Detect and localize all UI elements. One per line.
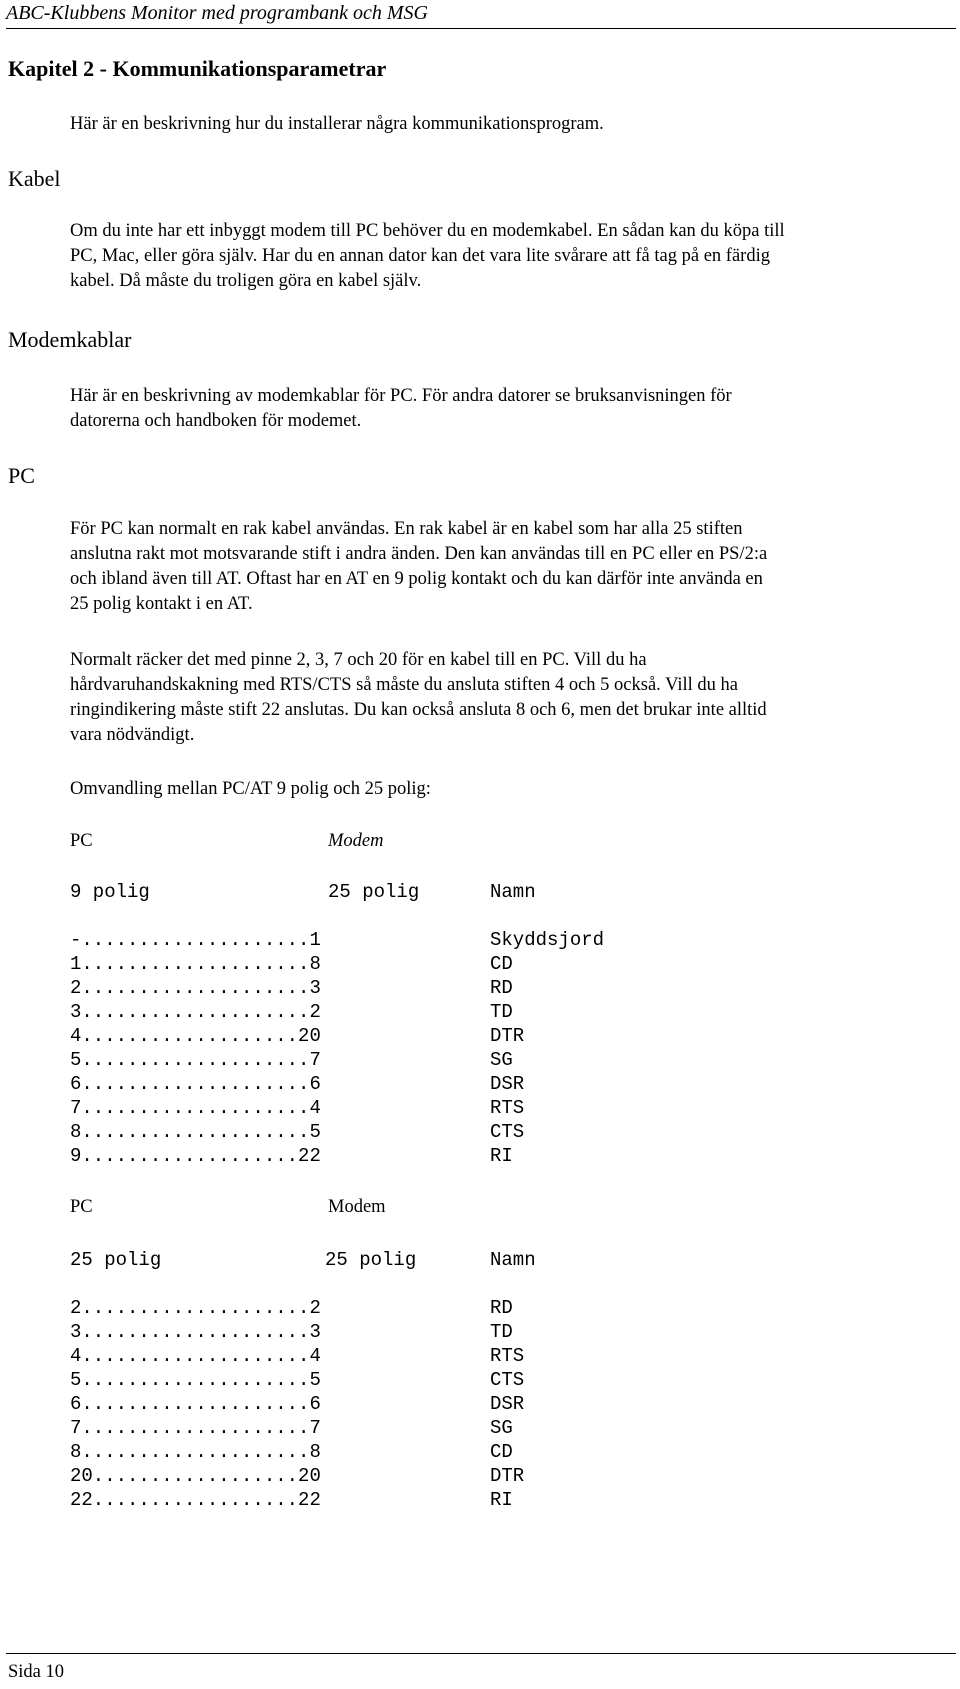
footer-divider bbox=[6, 1653, 956, 1654]
signal-name: DSR bbox=[490, 1073, 525, 1095]
table1-col2: 25 polig bbox=[328, 881, 420, 903]
page-header bbox=[6, 0, 956, 29]
table-row bbox=[70, 1000, 604, 1024]
pin-mapping: 8....................8 bbox=[70, 1441, 321, 1463]
text-line: och ibland även till AT. Oftast har en AT en 9 polig kontakt och du kan därför inte använda en bbox=[70, 569, 763, 589]
table2-col1: 25 polig bbox=[70, 1249, 162, 1271]
text-line: För PC kan normalt en rak kabel användas. En rak kabel är en kabel som har alla 25 stiften bbox=[70, 519, 743, 539]
pin-mapping: 3....................3 bbox=[70, 1321, 321, 1343]
signal-name: RTS bbox=[490, 1097, 525, 1119]
signal-name: SG bbox=[490, 1417, 513, 1439]
signal-name: DSR bbox=[490, 1393, 525, 1415]
signal-name: DTR bbox=[490, 1465, 525, 1487]
chapter-intro: Här är en beskrivning hur du installerar några kommunikationsprogram. bbox=[70, 114, 604, 134]
pin-mapping: 6....................6 bbox=[70, 1073, 321, 1095]
kabel-paragraph bbox=[70, 219, 950, 294]
table-row bbox=[70, 1488, 524, 1512]
pin-mapping: -....................1 bbox=[70, 929, 321, 951]
table-row bbox=[70, 928, 604, 952]
heading-kabel: Kabel bbox=[8, 166, 61, 191]
pin-mapping: 5....................7 bbox=[70, 1049, 321, 1071]
signal-name: RI bbox=[490, 1145, 513, 1167]
pin-mapping: 6....................6 bbox=[70, 1393, 321, 1415]
page-number: Sida 10 bbox=[8, 1662, 65, 1682]
signal-name: TD bbox=[490, 1001, 513, 1023]
pin-mapping: 7....................4 bbox=[70, 1097, 321, 1119]
table2-head-pc: PC bbox=[70, 1197, 93, 1217]
table-row bbox=[70, 1320, 524, 1344]
table-row bbox=[70, 1072, 604, 1096]
signal-name: CD bbox=[490, 1441, 513, 1463]
table-row bbox=[70, 1392, 524, 1416]
table1 bbox=[70, 928, 604, 1168]
pin-mapping: 4....................4 bbox=[70, 1345, 321, 1367]
text-line: kabel. Då måste du troligen göra en kabel själv. bbox=[70, 271, 422, 291]
pin-mapping: 4...................20 bbox=[70, 1025, 321, 1047]
table2-col3: Namn bbox=[490, 1249, 536, 1271]
signal-name: TD bbox=[490, 1321, 513, 1343]
table-row bbox=[70, 976, 604, 1000]
table-row bbox=[70, 1120, 604, 1144]
pin-mapping: 5....................5 bbox=[70, 1369, 321, 1391]
text-line: datorerna och handboken för modemet. bbox=[70, 411, 362, 431]
table1-head-pc: PC bbox=[70, 831, 93, 851]
table1-col1: 9 polig bbox=[70, 881, 150, 903]
signal-name: Skyddsjord bbox=[490, 929, 605, 951]
heading-modemkablar: Modemkablar bbox=[8, 327, 132, 352]
table-row bbox=[70, 1464, 524, 1488]
signal-name: DTR bbox=[490, 1025, 525, 1047]
signal-name: RD bbox=[490, 977, 513, 999]
pin-mapping: 1....................8 bbox=[70, 953, 321, 975]
text-line: PC, Mac, eller göra själv. Har du en annan dator kan det vara lite svårare att få tag på en färdig bbox=[70, 246, 770, 266]
signal-name: CD bbox=[490, 953, 513, 975]
text-line: Om du inte har ett inbyggt modem till PC behöver du en modemkabel. En sådan kan du köpa till bbox=[70, 221, 785, 241]
modemkablar-paragraph bbox=[70, 384, 950, 434]
table-row bbox=[70, 952, 604, 976]
table-row bbox=[70, 1144, 604, 1168]
text-line: anslutna rakt mot motsvarande stift i andra änden. Den kan användas till en PC eller en PS/2:a bbox=[70, 544, 768, 564]
signal-name: CTS bbox=[490, 1121, 525, 1143]
table-row bbox=[70, 1416, 524, 1440]
header-title: ABC-Klubbens Monitor med programbank och MSG bbox=[6, 2, 428, 24]
table1-head-modem: Modem bbox=[328, 831, 384, 851]
pin-mapping: 2....................2 bbox=[70, 1297, 321, 1319]
table-row bbox=[70, 1344, 524, 1368]
heading-pc: PC bbox=[8, 463, 35, 488]
signal-name: SG bbox=[490, 1049, 513, 1071]
table2-col2: 25 polig bbox=[325, 1249, 417, 1271]
text-line: vara nödvändigt. bbox=[70, 725, 195, 745]
table-row bbox=[70, 1024, 604, 1048]
signal-name: RTS bbox=[490, 1345, 525, 1367]
table2 bbox=[70, 1296, 524, 1512]
text-line: hårdvaruhandskakning med RTS/CTS så måste du ansluta stiften 4 och 5 också. Vill du ha bbox=[70, 675, 738, 695]
text-line: Normalt räcker det med pinne 2, 3, 7 och 20 för en kabel till en PC. Vill du ha bbox=[70, 650, 647, 670]
pin-mapping: 7....................7 bbox=[70, 1417, 321, 1439]
pin-mapping: 2....................3 bbox=[70, 977, 321, 999]
signal-name: RD bbox=[490, 1297, 513, 1319]
pin-mapping: 20..................20 bbox=[70, 1465, 321, 1487]
signal-name: RI bbox=[490, 1489, 513, 1511]
conversion-title: Omvandling mellan PC/AT 9 polig och 25 polig: bbox=[70, 779, 431, 799]
pin-mapping: 3....................2 bbox=[70, 1001, 321, 1023]
table-row bbox=[70, 1096, 604, 1120]
chapter-title: Kapitel 2 - Kommunikationsparametrar bbox=[8, 56, 387, 81]
text-line: Här är en beskrivning av modemkablar för PC. För andra datorer se bruksanvisningen för bbox=[70, 386, 732, 406]
text-line: 25 polig kontakt i en AT. bbox=[70, 594, 253, 614]
table-row bbox=[70, 1048, 604, 1072]
signal-name: CTS bbox=[490, 1369, 525, 1391]
pin-mapping: 8....................5 bbox=[70, 1121, 321, 1143]
table1-col3: Namn bbox=[490, 881, 536, 903]
table2-head-modem: Modem bbox=[328, 1197, 386, 1217]
table-row bbox=[70, 1440, 524, 1464]
text-line: ringindikering måste stift 22 anslutas. Du kan också ansluta 8 och 6, men det brukar inte alltid bbox=[70, 700, 767, 720]
pin-mapping: 9...................22 bbox=[70, 1145, 321, 1167]
table-row bbox=[70, 1296, 524, 1320]
table-row bbox=[70, 1368, 524, 1392]
pc-paragraph-1 bbox=[70, 517, 950, 617]
pin-mapping: 22..................22 bbox=[70, 1489, 321, 1511]
pc-paragraph-2 bbox=[70, 648, 950, 748]
